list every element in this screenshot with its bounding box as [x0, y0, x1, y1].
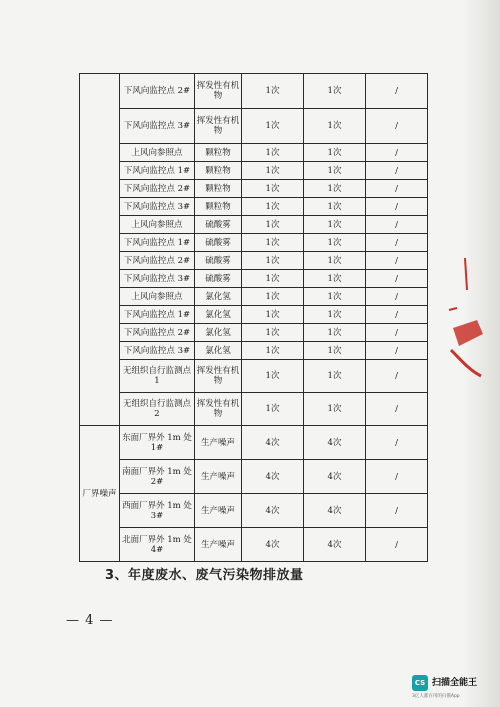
frequency-cell: 4次 — [242, 426, 304, 460]
scanner-watermark — [412, 673, 494, 701]
frequency-cell: 1次 — [304, 288, 366, 306]
monitoring-point-cell: 下风向监控点 1# — [120, 306, 195, 324]
note-cell: / — [366, 342, 428, 360]
frequency-cell: 1次 — [242, 180, 304, 198]
red-seal-stamp — [447, 250, 487, 390]
pollutant-cell: 硫酸雾 — [195, 252, 242, 270]
monitoring-point-cell: 下风向监控点 3# — [120, 270, 195, 288]
table-row — [80, 144, 428, 162]
monitoring-point-cell: 南面厂界外 1m 处 2# — [120, 460, 195, 494]
table-row — [80, 426, 428, 460]
pollutant-cell: 颗粒物 — [195, 144, 242, 162]
frequency-cell: 4次 — [242, 528, 304, 562]
table-row — [80, 393, 428, 426]
frequency-cell: 4次 — [242, 494, 304, 528]
frequency-cell: 4次 — [242, 460, 304, 494]
frequency-cell: 1次 — [304, 324, 366, 342]
table-row — [80, 528, 428, 562]
table-row — [80, 198, 428, 216]
note-cell: / — [366, 306, 428, 324]
scanner-app-name: 扫描全能王 — [432, 678, 478, 688]
note-cell: / — [366, 109, 428, 144]
pollutant-cell: 生产噪声 — [195, 426, 242, 460]
note-cell: / — [366, 288, 428, 306]
frequency-cell: 1次 — [242, 162, 304, 180]
frequency-cell: 1次 — [242, 270, 304, 288]
note-cell: / — [366, 494, 428, 528]
note-cell: / — [366, 426, 428, 460]
monitoring-point-cell: 上风向参照点 — [120, 216, 195, 234]
note-cell: / — [366, 216, 428, 234]
frequency-cell: 1次 — [242, 342, 304, 360]
note-cell: / — [366, 144, 428, 162]
monitoring-point-cell: 下风向监控点 1# — [120, 234, 195, 252]
frequency-cell: 1次 — [242, 360, 304, 393]
frequency-cell: 1次 — [242, 144, 304, 162]
note-cell: / — [366, 252, 428, 270]
note-cell: / — [366, 528, 428, 562]
monitoring-point-cell: 上风向参照点 — [120, 144, 195, 162]
note-cell: / — [366, 324, 428, 342]
frequency-cell: 4次 — [304, 426, 366, 460]
frequency-cell: 1次 — [242, 198, 304, 216]
pollutant-cell: 生产噪声 — [195, 528, 242, 562]
monitoring-table — [79, 73, 428, 562]
table-row — [80, 252, 428, 270]
table-row — [80, 460, 428, 494]
monitoring-point-cell: 上风向参照点 — [120, 288, 195, 306]
note-cell: / — [366, 393, 428, 426]
pollutant-cell: 硫酸雾 — [195, 234, 242, 252]
pollutant-cell: 挥发性有机物 — [195, 109, 242, 144]
monitoring-point-cell: 下风向监控点 1# — [120, 162, 195, 180]
frequency-cell: 4次 — [304, 528, 366, 562]
note-cell: / — [366, 162, 428, 180]
monitoring-point-cell: 下风向监控点 3# — [120, 109, 195, 144]
note-cell: / — [366, 360, 428, 393]
pollutant-cell: 颗粒物 — [195, 180, 242, 198]
note-cell: / — [366, 460, 428, 494]
table-row — [80, 494, 428, 528]
note-cell: / — [366, 198, 428, 216]
frequency-cell: 1次 — [242, 74, 304, 109]
note-cell: / — [366, 270, 428, 288]
frequency-cell: 1次 — [304, 198, 366, 216]
camscanner-logo-icon: CS — [412, 675, 428, 691]
frequency-cell: 1次 — [304, 360, 366, 393]
frequency-cell: 1次 — [304, 216, 366, 234]
frequency-cell: 1次 — [304, 109, 366, 144]
frequency-cell: 1次 — [304, 74, 366, 109]
frequency-cell: 1次 — [242, 393, 304, 426]
pollutant-cell: 颗粒物 — [195, 198, 242, 216]
category-cell: 厂界噪声 — [80, 426, 120, 562]
note-cell: / — [366, 180, 428, 198]
table-row — [80, 234, 428, 252]
frequency-cell: 1次 — [242, 234, 304, 252]
frequency-cell: 1次 — [242, 288, 304, 306]
frequency-cell: 1次 — [242, 324, 304, 342]
frequency-cell: 1次 — [242, 252, 304, 270]
frequency-cell: 1次 — [304, 144, 366, 162]
pollutant-cell: 氯化氢 — [195, 342, 242, 360]
note-cell: / — [366, 74, 428, 109]
table-row — [80, 306, 428, 324]
page-number: — 4 — — [66, 613, 114, 628]
pollutant-cell: 生产噪声 — [195, 494, 242, 528]
monitoring-point-cell: 东面厂界外 1m 处 1# — [120, 426, 195, 460]
monitoring-point-cell: 无组织自行监测点 2 — [120, 393, 195, 426]
category-cell — [80, 74, 120, 426]
frequency-cell: 1次 — [304, 393, 366, 426]
pollutant-cell: 颗粒物 — [195, 162, 242, 180]
pollutant-cell: 挥发性有机物 — [195, 74, 242, 109]
monitoring-point-cell: 下风向监控点 2# — [120, 74, 195, 109]
table-row — [80, 180, 428, 198]
pollutant-cell: 氯化氢 — [195, 288, 242, 306]
section-heading: 3、年度废水、废气污染物排放量 — [105, 568, 304, 583]
monitoring-point-cell: 下风向监控点 2# — [120, 252, 195, 270]
frequency-cell: 1次 — [304, 180, 366, 198]
pollutant-cell: 氯化氢 — [195, 324, 242, 342]
frequency-cell: 4次 — [304, 460, 366, 494]
pollutant-cell: 硫酸雾 — [195, 270, 242, 288]
table-row — [80, 216, 428, 234]
frequency-cell: 1次 — [304, 162, 366, 180]
frequency-cell: 4次 — [304, 494, 366, 528]
monitoring-point-cell: 西面厂界外 1m 处 3# — [120, 494, 195, 528]
pollutant-cell: 生产噪声 — [195, 460, 242, 494]
frequency-cell: 1次 — [242, 216, 304, 234]
table-row — [80, 342, 428, 360]
table-row — [80, 324, 428, 342]
scanner-tagline: 3亿人都在用的扫描App — [412, 694, 460, 699]
monitoring-point-cell: 下风向监控点 3# — [120, 342, 195, 360]
monitoring-point-cell: 下风向监控点 2# — [120, 324, 195, 342]
note-cell: / — [366, 234, 428, 252]
table-row — [80, 109, 428, 144]
monitoring-point-cell: 无组织自行监测点 1 — [120, 360, 195, 393]
monitoring-point-cell: 北面厂界外 1m 处 4# — [120, 528, 195, 562]
frequency-cell: 1次 — [242, 109, 304, 144]
frequency-cell: 1次 — [242, 306, 304, 324]
monitoring-point-cell: 下风向监控点 3# — [120, 198, 195, 216]
frequency-cell: 1次 — [304, 252, 366, 270]
table-row — [80, 162, 428, 180]
frequency-cell: 1次 — [304, 342, 366, 360]
pollutant-cell: 挥发性有机物 — [195, 393, 242, 426]
table-row — [80, 360, 428, 393]
frequency-cell: 1次 — [304, 234, 366, 252]
table-row — [80, 74, 428, 109]
frequency-cell: 1次 — [304, 306, 366, 324]
frequency-cell: 1次 — [304, 270, 366, 288]
pollutant-cell: 硫酸雾 — [195, 216, 242, 234]
pollutant-cell: 氯化氢 — [195, 306, 242, 324]
monitoring-point-cell: 下风向监控点 2# — [120, 180, 195, 198]
table-row — [80, 270, 428, 288]
table-row — [80, 288, 428, 306]
pollutant-cell: 挥发性有机物 — [195, 360, 242, 393]
